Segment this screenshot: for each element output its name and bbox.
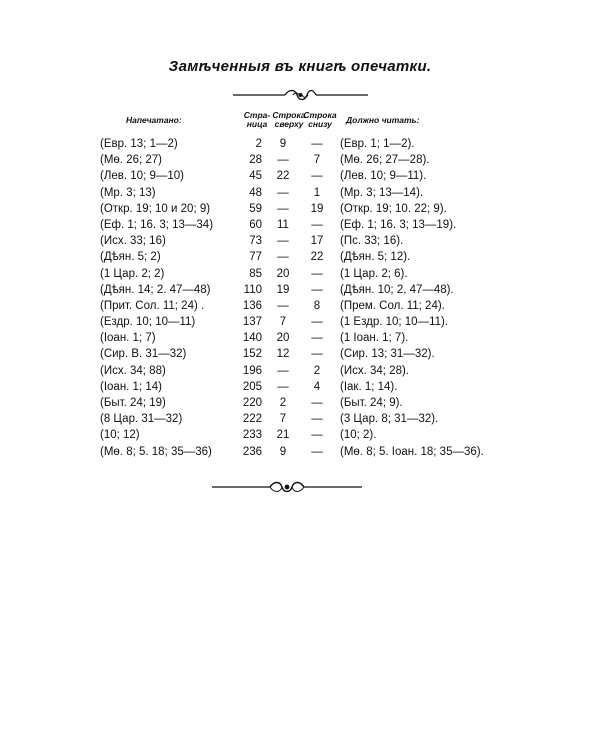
- table-row: [0, 363, 600, 379]
- header-page: Стра- ница: [243, 110, 271, 129]
- should-read-cell: (1 Іоан. 1; 7).: [340, 332, 409, 345]
- page-cell: 110: [243, 283, 262, 296]
- should-read-cell: (Евр. 1; 1—2).: [340, 138, 415, 150]
- line-above-cell: —: [277, 251, 289, 264]
- line-below-cell: 8: [313, 299, 321, 312]
- should-read-cell: (Мѳ. 26; 27—28).: [340, 154, 430, 167]
- should-read-cell: (Еф. 1; 16. 3; 13—19).: [340, 218, 457, 231]
- should-read-cell: (Исх. 34; 28).: [340, 364, 409, 377]
- should-read-cell: (Дѣян. 10; 2, 47—48).: [340, 283, 454, 296]
- page-cell: 196: [242, 364, 262, 377]
- line-above-cell: —: [277, 154, 289, 167]
- table-row: [0, 249, 600, 265]
- should-read-cell: (Прем. Сол. 11; 24).: [340, 299, 445, 312]
- table-row: [0, 444, 600, 460]
- header-line-above: Строка сверху: [272, 110, 306, 129]
- line-below-cell: 19: [310, 202, 324, 215]
- line-above-cell: 19: [276, 283, 290, 296]
- printed-cell: (Мѳ. 26; 27): [100, 154, 162, 167]
- page-cell: 152: [242, 348, 262, 361]
- line-above-cell: 7: [279, 316, 287, 329]
- printed-cell: (Прит. Сол. 11; 24) .: [100, 299, 205, 312]
- line-above-cell: —: [277, 364, 289, 377]
- line-above-cell: —: [277, 299, 289, 312]
- page-cell: 73: [249, 235, 262, 248]
- page-cell: 48: [249, 186, 262, 199]
- line-below-cell: 4: [313, 380, 321, 393]
- table-row: [0, 266, 600, 282]
- should-read-cell: (Іак. 1; 14).: [340, 380, 398, 393]
- page-cell: 45: [249, 170, 262, 183]
- page-cell: 59: [249, 202, 262, 215]
- line-below-cell: —: [311, 397, 323, 409]
- should-read-cell: (Откр. 19; 10. 22; 9).: [340, 202, 447, 215]
- table-row: [0, 201, 600, 217]
- line-below-cell: —: [311, 218, 323, 231]
- table-row: [0, 314, 600, 330]
- errata-table: [0, 136, 600, 460]
- line-below-cell: 22: [310, 251, 324, 264]
- printed-cell: (Дѣян. 5; 2): [100, 251, 161, 264]
- table-row: [0, 282, 600, 298]
- should-read-cell: (Пс. 33; 16).: [340, 235, 404, 248]
- should-read-cell: (3 Цар. 8; 31—32).: [340, 413, 439, 426]
- line-below-cell: —: [311, 316, 323, 329]
- page-cell: 60: [249, 218, 262, 231]
- line-above-cell: 20: [276, 267, 290, 280]
- should-read-cell: (Дѣян. 5; 12).: [340, 251, 411, 264]
- line-below-cell: —: [311, 267, 323, 280]
- table-row: [0, 233, 600, 249]
- table-row: [0, 168, 600, 184]
- table-row: [0, 330, 600, 346]
- line-above-cell: 21: [276, 429, 290, 442]
- should-read-cell: (Лев. 10; 9—11).: [340, 170, 427, 183]
- page-cell: 236: [242, 445, 262, 458]
- header-line-below: Строка снизу: [303, 110, 337, 129]
- table-row: [0, 395, 600, 411]
- printed-cell: (Ездр. 10; 10—11): [100, 316, 196, 329]
- printed-cell: (Еф. 1; 16. 3; 13—34): [100, 218, 214, 231]
- table-row: [0, 298, 600, 314]
- printed-cell: (Сир. В. 31—32): [100, 348, 187, 361]
- should-read-cell: (Сир. 13; 31—32).: [340, 348, 435, 361]
- line-above-cell: 9: [279, 138, 287, 150]
- line-above-cell: 9: [279, 445, 287, 458]
- printed-cell: (Мѳ. 8; 5. 18; 35—36): [100, 445, 212, 458]
- line-above-cell: 2: [279, 397, 287, 409]
- line-below-cell: 2: [313, 364, 321, 377]
- table-row: [0, 379, 600, 395]
- should-read-cell: (Быт. 24; 9).: [340, 397, 403, 409]
- printed-cell: (Мр. 3; 13): [100, 186, 156, 199]
- printed-cell: (10; 12): [100, 429, 140, 442]
- line-below-cell: —: [311, 348, 323, 361]
- page-cell: 28: [249, 154, 262, 167]
- line-below-cell: —: [311, 283, 323, 296]
- printed-cell: (Быт. 24; 19): [100, 397, 166, 409]
- page-title: Замѣченныя въ книгѣ опечатки.: [168, 58, 432, 75]
- line-below-cell: —: [311, 332, 323, 345]
- ornament-divider-top-icon: [233, 88, 368, 102]
- table-row: [0, 185, 600, 201]
- page-cell: 137: [242, 316, 262, 329]
- page-cell: 222: [242, 413, 262, 426]
- line-above-cell: 12: [276, 348, 290, 361]
- printed-cell: (Іоан. 1; 14): [100, 380, 162, 393]
- page-cell: 85: [249, 267, 262, 280]
- printed-cell: (Евр. 13; 1—2): [100, 138, 178, 150]
- ornament-divider-bottom-icon: [212, 479, 362, 495]
- line-above-cell: —: [277, 202, 289, 215]
- line-above-cell: 22: [276, 170, 290, 183]
- page-cell: 233: [242, 429, 262, 442]
- printed-cell: (Дѣян. 14; 2. 47—48): [100, 283, 211, 296]
- printed-cell: (Откр. 19; 10 и 20; 9): [100, 202, 211, 215]
- should-read-cell: (1 Цар. 2; 6).: [340, 267, 408, 280]
- page-cell: 136: [242, 299, 262, 312]
- page-cell: 77: [249, 251, 262, 264]
- header-should-read: Должно читать:: [346, 115, 420, 125]
- line-below-cell: —: [311, 138, 323, 150]
- should-read-cell: (Мѳ. 8; 5. Іоан. 18; 35—36).: [340, 445, 484, 458]
- table-row: [0, 427, 600, 443]
- table-row: [0, 217, 600, 233]
- page-cell: 2: [255, 138, 262, 150]
- page-cell: 140: [242, 332, 262, 345]
- should-read-cell: (10; 2).: [340, 429, 377, 442]
- header-printed: Напечатано:: [126, 115, 182, 125]
- printed-cell: (Исх. 33; 16): [100, 235, 166, 248]
- line-below-cell: 17: [310, 235, 324, 248]
- printed-cell: (Лев. 10; 9—10): [100, 170, 184, 183]
- table-row: [0, 411, 600, 427]
- line-above-cell: —: [277, 186, 289, 199]
- printed-cell: (8 Цар. 31—32): [100, 413, 183, 426]
- table-row: [0, 346, 600, 362]
- line-above-cell: —: [277, 235, 289, 248]
- printed-cell: (Исх. 34; 88): [100, 364, 166, 377]
- line-above-cell: 11: [277, 218, 289, 231]
- line-below-cell: —: [311, 413, 323, 426]
- table-row: [0, 152, 600, 168]
- line-above-cell: 20: [276, 332, 290, 345]
- table-row: [0, 136, 600, 152]
- page-cell: 205: [242, 380, 262, 393]
- page-cell: 220: [242, 397, 262, 409]
- should-read-cell: (Мр. 3; 13—14).: [340, 186, 424, 199]
- line-above-cell: —: [277, 380, 289, 393]
- should-read-cell: (1 Ездр. 10; 10—11).: [340, 316, 449, 329]
- line-below-cell: —: [311, 429, 323, 442]
- line-below-cell: —: [311, 445, 323, 458]
- line-below-cell: 1: [313, 186, 321, 199]
- printed-cell: (Іоан. 1; 7): [100, 332, 156, 345]
- line-below-cell: 7: [313, 154, 321, 167]
- line-above-cell: 7: [279, 413, 287, 426]
- line-below-cell: —: [311, 170, 323, 183]
- printed-cell: (1 Цар. 2; 2): [100, 267, 165, 280]
